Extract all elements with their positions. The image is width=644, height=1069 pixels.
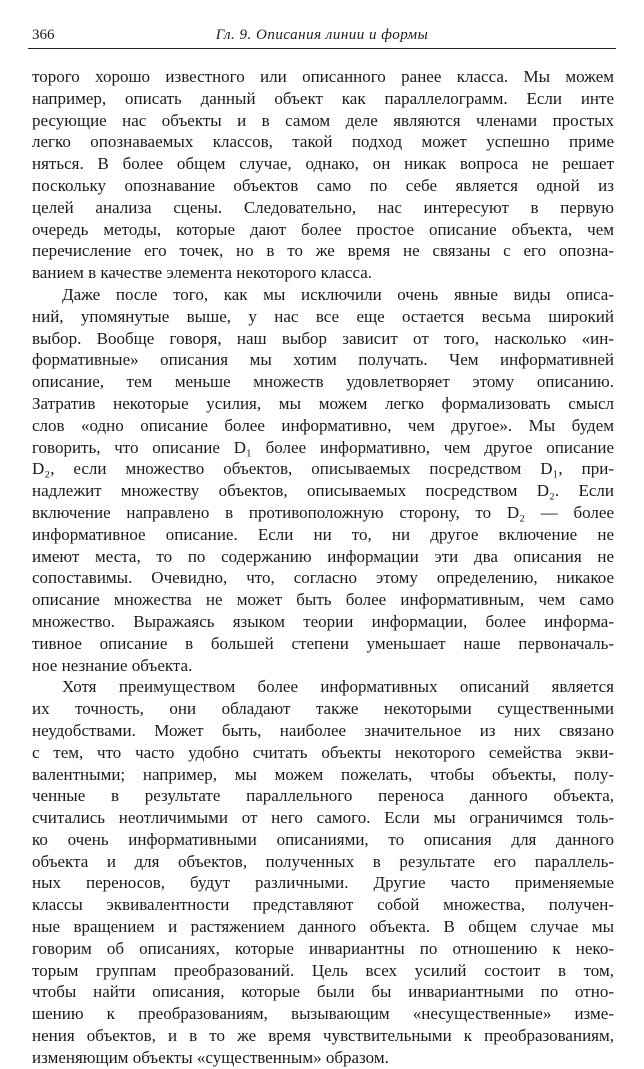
text-line: Затратив некоторые усилия, мы можем легко формализовать смысл bbox=[32, 393, 614, 413]
text-line: описание множества не может быть более информативным, чем само bbox=[32, 590, 614, 610]
paragraph bbox=[32, 66, 614, 284]
text-line: выбор. Вообще говоря, наш выбор зависит от того, насколько «ин- bbox=[32, 328, 614, 348]
text-line: D₂, если множество объектов, описываемых посредством D₁, при- bbox=[32, 459, 614, 479]
text-line: объекта и для объектов, полученных в результате его параллель- bbox=[32, 851, 614, 871]
text-line: ко очень информативными описаниями, то описания для данного bbox=[32, 829, 614, 849]
text-line: ресующие нас объекты и в самом деле являются членами простых bbox=[32, 110, 614, 130]
text-line: изменяющим объекты «существенным» образом. bbox=[32, 1047, 389, 1067]
text-line: нения объектов, и в то же время чувствительными к преобразованиям, bbox=[32, 1026, 614, 1046]
page-body bbox=[32, 66, 614, 1069]
text-line: ний, упомянутые выше, у нас все еще остается весьма широкий bbox=[32, 306, 614, 326]
text-line: Даже после того, как мы исключили очень явные виды описа- bbox=[62, 284, 614, 304]
paragraph bbox=[32, 284, 614, 676]
text-line: включение направлено в противоположную сторону, то D₂ — более bbox=[32, 502, 614, 522]
text-line: неудобствами. Может быть, наиболее значительное из них связано bbox=[32, 720, 614, 740]
text-line: очередь методы, которые дают более простое описание объекта, чем bbox=[32, 219, 614, 239]
text-line: надлежит множеству объектов, описываемых посредством D₂. Если bbox=[32, 481, 614, 501]
text-line: формативные» описания мы хотим получать. Чем информативней bbox=[32, 350, 614, 370]
text-line: например, описать данный объект как параллелограмм. Если инте bbox=[32, 88, 614, 108]
text-line: описание, тем меньше множеств удовлетворяет этому описанию. bbox=[32, 372, 614, 392]
text-line: шению к преобразованиям, вызывающим «несущественные» изме- bbox=[32, 1004, 614, 1024]
text-line: легко опознаваемых классов, такой подход может успешно приме bbox=[32, 132, 614, 152]
text-line: ные вращением и растяжением данного объекта. В общем случае мы bbox=[32, 917, 614, 937]
text-line: говорим об описаниях, которые инвариантны по отношению к неко- bbox=[32, 938, 614, 958]
text-line: их точность, они обладают также некоторыми существенными bbox=[32, 699, 614, 719]
text-line: торым группам преобразований. Цель всех усилий состоит в том, bbox=[32, 960, 614, 980]
text-line: слов «одно описание более информативно, чем другое». Мы будем bbox=[32, 415, 614, 435]
paragraph bbox=[32, 676, 614, 1068]
running-title: Гл. 9. Описания линии и формы bbox=[215, 27, 429, 43]
text-line: имеют места, то по содержанию информации эти два описания не bbox=[32, 546, 614, 566]
text-line: ченные в результате параллельного переноса данного объекта, bbox=[32, 786, 614, 806]
text-line: классы эквивалентности представляют собой множества, получен- bbox=[32, 895, 614, 915]
page-number: 366 bbox=[32, 27, 55, 43]
text-line: ное незнание объекта. bbox=[32, 655, 193, 675]
text-line: ных переносов, будут различными. Другие часто применяемые bbox=[32, 873, 614, 893]
page-header bbox=[28, 26, 616, 49]
text-line: поскольку опознавание объектов само по себе является одной из bbox=[32, 175, 614, 195]
text-line: няться. В более общем случае, однако, он никак вопроса не решает bbox=[32, 154, 614, 174]
text-line: Хотя преимуществом более информативных описаний является bbox=[62, 677, 614, 697]
text-line: ванием в качестве элемента некоторого класса. bbox=[32, 263, 373, 283]
text-line: множество. Выражаясь языком теории информации, более информа- bbox=[32, 611, 614, 631]
text-line: перечисление его точек, но в то же время не связаны с его опозна- bbox=[32, 241, 614, 261]
text-line: говорить, что описание D₁ более информативно, чем другое описание bbox=[32, 437, 614, 457]
text-line: считались неотличимыми от него самого. Если мы ограничимся толь- bbox=[32, 808, 614, 828]
text-line: с тем, что часто удобно считать объекты некоторого семейства экви- bbox=[32, 742, 614, 762]
text-line: информативное описание. Если ни то, ни другое включение не bbox=[32, 524, 614, 544]
text-line: сопоставимы. Очевидно, что, согласно этому определению, никакое bbox=[32, 568, 614, 588]
text-line: тивное описание в большей степени уменьшает наше первоначаль- bbox=[32, 633, 614, 653]
text-line: торого хорошо известного или описанного ранее класса. Мы можем bbox=[32, 67, 614, 86]
text-line: целей анализа сцены. Следовательно, нас интересуют в первую bbox=[32, 197, 614, 217]
text-line: чтобы найти описания, которые были бы инвариантными по отно- bbox=[32, 982, 614, 1002]
text-line: валентными; например, мы можем пожелать, чтобы объекты, полу- bbox=[32, 764, 614, 784]
